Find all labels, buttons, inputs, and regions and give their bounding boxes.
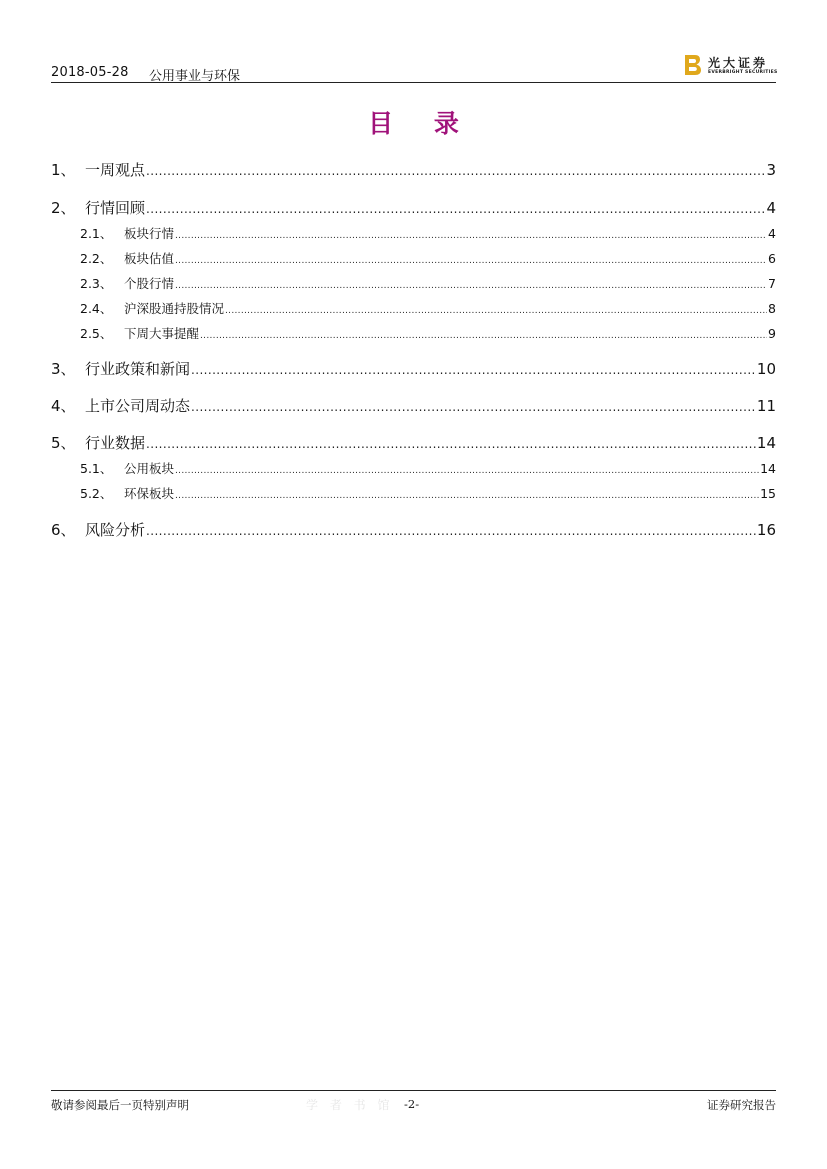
toc-entry-label: 下周大事提醒 <box>124 326 200 341</box>
toc-dot-leader <box>175 491 759 501</box>
toc-entry-label: 个股行情 <box>124 276 175 291</box>
toc-entry-page: 6 <box>768 251 776 266</box>
page-header <box>51 50 776 83</box>
logo-mark-icon <box>684 54 702 76</box>
toc-dot-leader <box>146 202 765 216</box>
toc-entry-page: 9 <box>768 326 776 341</box>
toc-entry-number: 6、 <box>51 521 76 539</box>
toc-entry-label: 行业政策和新闻 <box>85 360 191 378</box>
toc-entry-number: 5.1、 <box>80 461 113 476</box>
page-footer <box>51 1090 776 1115</box>
toc-entry-number: 2.4、 <box>80 301 113 316</box>
toc-entry-number: 2.3、 <box>80 276 113 291</box>
toc-entry-label: 行业数据 <box>85 434 146 452</box>
toc-entry-2-5[interactable] <box>80 324 776 342</box>
toc-dot-leader <box>191 400 756 414</box>
toc-entry-6[interactable] <box>51 519 776 540</box>
toc-entry-label: 板块估值 <box>124 251 175 266</box>
toc-entry-page: 3 <box>766 161 776 179</box>
toc-entry-number: 2、 <box>51 199 76 217</box>
toc-dot-leader <box>175 256 767 266</box>
toc-dot-leader <box>200 331 767 341</box>
toc-entry-label: 行情回顾 <box>85 199 146 217</box>
toc-entry-label: 一周观点 <box>85 161 146 179</box>
toc-entry-page: 14 <box>756 434 776 452</box>
toc-entry-2-4[interactable] <box>80 299 776 317</box>
toc-entry-label: 板块行情 <box>124 226 175 241</box>
footer-disclaimer: 敬请参阅最后一页特别声明 <box>51 1098 189 1112</box>
toc-entry-page: 14 <box>760 461 776 476</box>
toc-entry-2[interactable] <box>51 197 776 218</box>
toc-entry-number: 4、 <box>51 397 76 415</box>
footer-watermark: 学 者 书 馆 <box>306 1098 394 1112</box>
toc-title: 目 录 <box>368 109 475 138</box>
toc-entry-number: 2.1、 <box>80 226 113 241</box>
toc-entry-page: 16 <box>756 521 776 539</box>
logo-english-name: EVERBRIGHT SECURITIES <box>708 70 778 75</box>
toc-entry-page: 7 <box>768 276 776 291</box>
toc-dot-leader <box>175 231 767 241</box>
toc-entry-label: 公用板块 <box>124 461 175 476</box>
toc-dot-leader <box>146 437 756 451</box>
toc-entry-number: 2.5、 <box>80 326 113 341</box>
toc-entry-5-2[interactable] <box>80 484 776 502</box>
toc-entry-5-1[interactable] <box>80 459 776 477</box>
toc-entry-number: 1、 <box>51 161 76 179</box>
everbright-logo <box>684 53 776 79</box>
toc-dot-leader <box>191 363 756 377</box>
footer-report-type: 证券研究报告 <box>707 1098 776 1112</box>
toc-entry-number: 2.2、 <box>80 251 113 266</box>
toc-entry-label: 风险分析 <box>85 521 146 539</box>
toc-entry-5[interactable] <box>51 432 776 453</box>
toc-dot-leader <box>146 524 756 538</box>
toc-entry-page: 8 <box>768 301 776 316</box>
toc-entry-label: 上市公司周动态 <box>85 397 191 415</box>
footer-page-number: -2- <box>404 1097 420 1111</box>
report-date: 2018-05-28 <box>51 65 129 80</box>
toc-dot-leader <box>225 306 767 316</box>
toc-entry-page: 10 <box>756 360 776 378</box>
toc-entry-2-3[interactable] <box>80 274 776 292</box>
toc-entry-2-1[interactable] <box>80 224 776 242</box>
toc-entry-number: 3、 <box>51 360 76 378</box>
toc-dot-leader <box>146 164 765 178</box>
toc-entry-page: 4 <box>768 226 776 241</box>
toc-entry-3[interactable] <box>51 358 776 379</box>
toc-entry-label: 环保板块 <box>124 486 175 501</box>
toc-dot-leader <box>175 281 767 291</box>
toc-entry-page: 4 <box>766 199 776 217</box>
toc-dot-leader <box>175 466 759 476</box>
toc-entry-4[interactable] <box>51 395 776 416</box>
toc-entry-number: 5、 <box>51 434 76 452</box>
logo-chinese-name: 光大证券 <box>708 56 769 70</box>
toc-entry-page: 11 <box>756 397 776 415</box>
toc-entry-page: 15 <box>760 486 776 501</box>
toc-entry-2-2[interactable] <box>80 249 776 267</box>
toc-entry-1[interactable] <box>51 159 776 180</box>
toc-entry-label: 沪深股通持股情况 <box>124 301 225 316</box>
toc-entry-number: 5.2、 <box>80 486 113 501</box>
report-sector: 公用事业与环保 <box>149 69 241 84</box>
